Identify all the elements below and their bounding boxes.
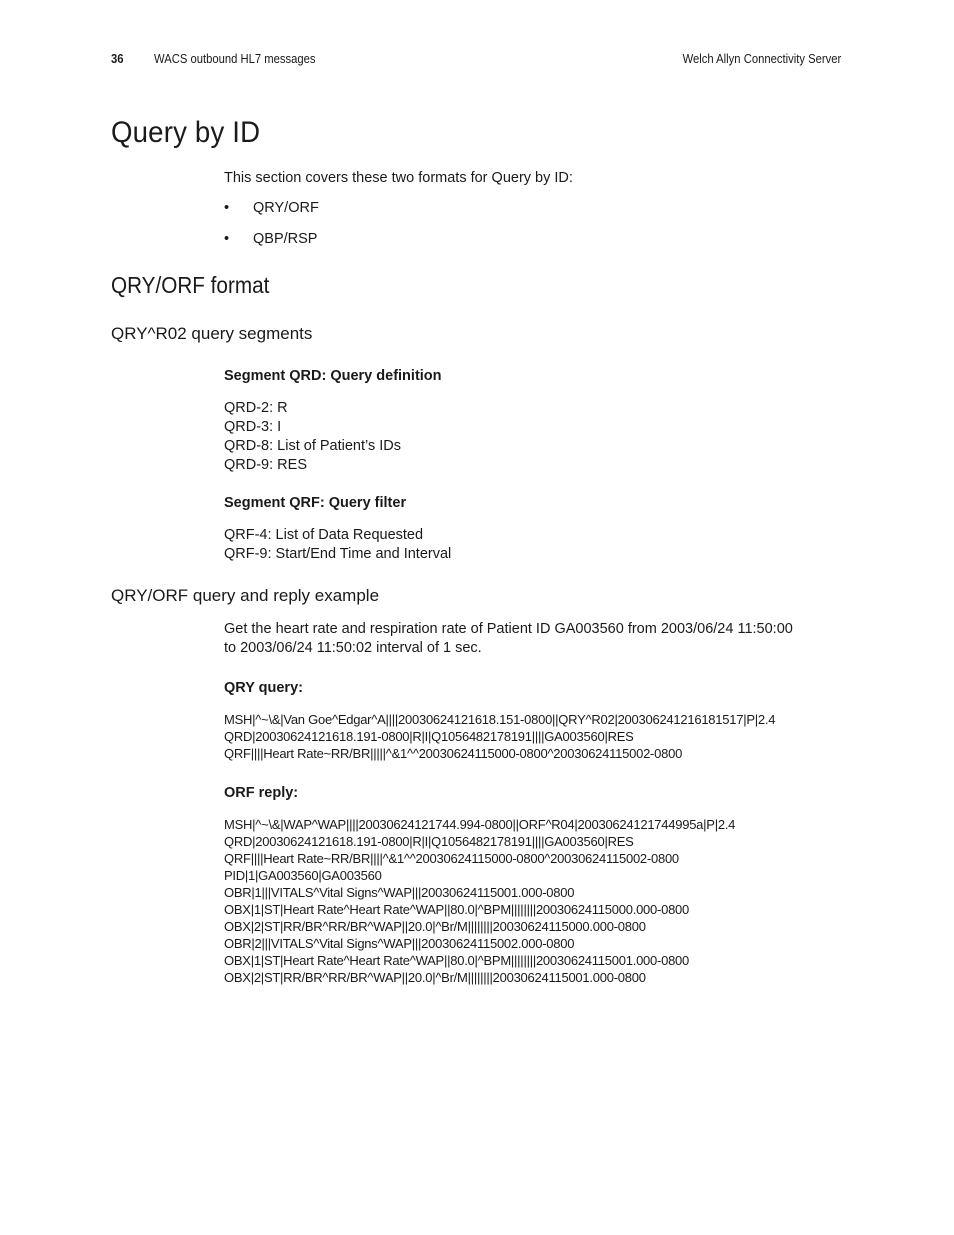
field-line: QRD-8: List of Patient’s IDs <box>224 438 402 454</box>
hl7-segment-line: OBX|1|ST|Heart Rate^Heart Rate^WAP||80.0|^BPM||||||||20030624115001.000-0800 <box>224 953 690 968</box>
segment-qrf-fields <box>224 526 451 564</box>
hl7-segment-line: OBX|1|ST|Heart Rate^Heart Rate^WAP||80.0|^BPM||||||||20030624115000.000-0800 <box>224 902 690 917</box>
example-description <box>224 620 793 658</box>
subsection-heading-segments: QRY^R02 query segments <box>111 324 313 343</box>
page-number: 36 <box>111 52 124 66</box>
subsection-heading-example: QRY/ORF query and reply example <box>111 586 380 605</box>
hl7-segment-line: OBX|2|ST|RR/BR^RR/BR^WAP||20.0|^Br/M||||||||20030624115001.000-0800 <box>224 970 646 985</box>
header-section-title: WACS outbound HL7 messages <box>154 52 316 66</box>
hl7-segment-line: OBR|1|||VITALS^Vital Signs^WAP|||20030624115001.000-0800 <box>224 885 575 900</box>
hl7-segment-line: MSH|^~\&|WAP^WAP||||20030624121744.994-0800||ORF^R04|20030624121744995a|P|2.4 <box>224 817 736 832</box>
hl7-segment-line: OBX|2|ST|RR/BR^RR/BR^WAP||20.0|^Br/M||||||||20030624115000.000-0800 <box>224 919 646 934</box>
bullet-item <box>224 231 317 247</box>
hl7-segment-line: MSH|^~\&|Van Goe^Edgar^A||||20030624121618.151-0800||QRY^R02|200306241216181517|P|2.4 <box>224 712 776 727</box>
hl7-segment-line: QRD|20030624121618.191-0800|R|I|Q1056482178191||||GA003560|RES <box>224 834 634 849</box>
bullet-dot: • <box>224 200 230 216</box>
orf-reply-title: ORF reply: <box>224 785 299 801</box>
bullet-label: QBP/RSP <box>253 231 318 247</box>
segment-qrf-title: Segment QRF: Query filter <box>224 495 407 511</box>
page-title: Query by ID <box>111 116 261 149</box>
intro-text: This section covers these two formats for Query by ID: <box>224 170 573 186</box>
orf-reply-message <box>224 816 735 986</box>
description-line: to 2003/06/24 11:50:02 interval of 1 sec. <box>224 640 482 656</box>
hl7-segment-line: OBR|2|||VITALS^Vital Signs^WAP|||20030624115002.000-0800 <box>224 936 575 951</box>
hl7-segment-line: PID|1|GA003560|GA003560 <box>224 868 382 883</box>
field-line: QRD-2: R <box>224 400 288 416</box>
header-product-name: Welch Allyn Connectivity Server <box>682 52 841 66</box>
bullet-dot: • <box>224 231 230 247</box>
hl7-segment-line: QRD|20030624121618.191-0800|R|I|Q1056482178191||||GA003560|RES <box>224 729 634 744</box>
field-line: QRF-9: Start/End Time and Interval <box>224 546 452 562</box>
qry-query-title: QRY query: <box>224 680 303 696</box>
hl7-segment-line: QRF||||Heart Rate~RR/BR||||^&1^^20030624115000-0800^20030624115002-0800 <box>224 851 679 866</box>
bullet-item <box>224 200 319 216</box>
qry-query-message <box>224 711 775 762</box>
hl7-segment-line: QRF||||Heart Rate~RR/BR|||||^&1^^20030624115000-0800^20030624115002-0800 <box>224 746 683 761</box>
description-line: Get the heart rate and respiration rate of Patient ID GA003560 from 2003/06/24 11:50:00 <box>224 621 793 637</box>
field-line: QRD-9: RES <box>224 457 307 473</box>
segment-qrd-title: Segment QRD: Query definition <box>224 368 442 384</box>
field-line: QRF-4: List of Data Requested <box>224 527 424 543</box>
field-line: QRD-3: I <box>224 419 282 435</box>
section-heading-qry-orf: QRY/ORF format <box>111 272 270 298</box>
segment-qrd-fields <box>224 399 401 475</box>
bullet-label: QRY/ORF <box>253 200 319 216</box>
